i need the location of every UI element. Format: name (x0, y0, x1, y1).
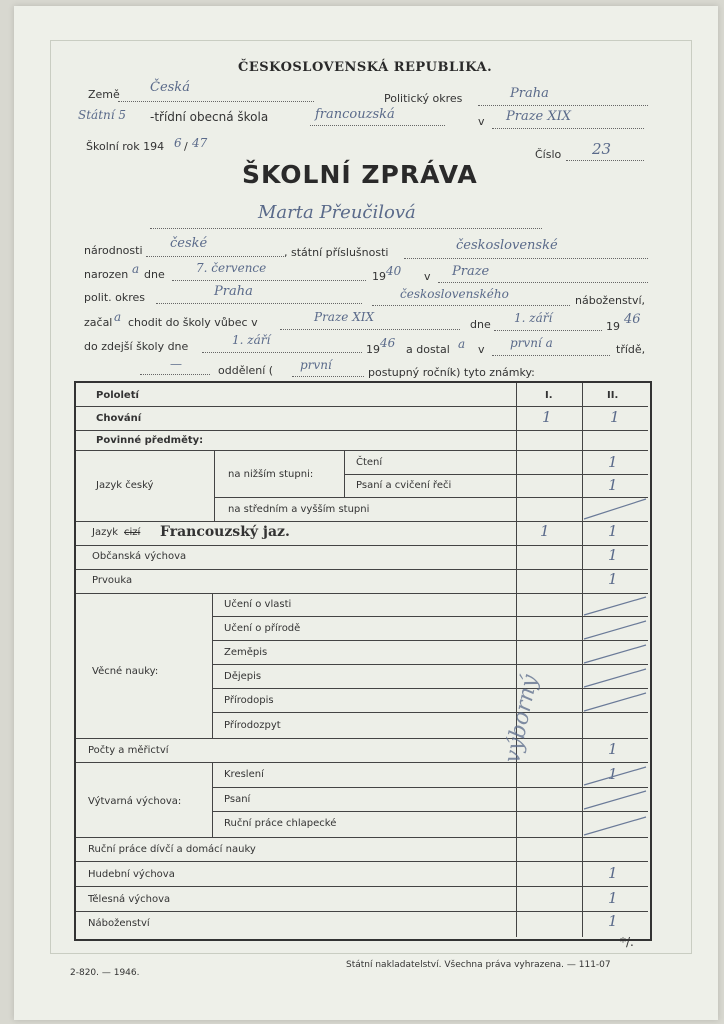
grade-hudebni-2: 1 (608, 864, 618, 882)
okres-line (478, 105, 648, 106)
row-chovani: Chování (96, 413, 142, 424)
row-line (76, 450, 648, 451)
narodnost-value: české (170, 236, 208, 251)
grade-nabozenstvi-2: 1 (608, 912, 618, 930)
birth-year: 40 (386, 264, 402, 278)
strike-line (584, 791, 646, 809)
row-rucni-divci: Ruční práce dívčí a domácí nauky (88, 844, 256, 855)
strike-line (584, 693, 646, 711)
row-uceni-vlasti: Učení o vlasti (224, 599, 292, 610)
zdejsi-date: 1. září (232, 333, 271, 347)
zacal-suffix: a (114, 310, 122, 324)
nabozenstvi-value: československého (400, 287, 509, 301)
row-zemepis: Zeměpis (224, 647, 268, 658)
student-name: Marta Přeučilová (258, 202, 416, 223)
strike-line (584, 621, 646, 639)
row-obcanska: Občanská výchova (92, 551, 187, 562)
statni-value: československé (456, 238, 558, 253)
dostal-v: v (478, 343, 485, 356)
grade-chovani-1: 1 (542, 408, 552, 426)
row-dejepis: Dějepis (224, 671, 262, 682)
school-prefix: Státní 5 (78, 108, 127, 122)
chodit-place-line (280, 329, 460, 330)
cislo-label: Číslo (535, 148, 562, 161)
dostal-suffix: a (458, 337, 466, 351)
row-hudebni: Hudební výchova (88, 869, 175, 880)
row-nizsi: na nižším stupni: (228, 469, 314, 480)
nabozenstvi-label: náboženství, (575, 294, 646, 307)
row-nabozenstvi: Náboženství (88, 918, 150, 929)
grade-pocty-2: 1 (608, 740, 618, 758)
cislo-value: 23 (592, 140, 612, 158)
row-line (76, 911, 648, 912)
chodit-place: Praze XIX (314, 310, 375, 324)
row-line (76, 861, 648, 862)
row-prirodopis: Přírodopis (224, 695, 274, 706)
strike-line (584, 645, 646, 663)
row-line (76, 762, 648, 763)
year-value1: 6 (174, 136, 182, 150)
grade-chovani-2: 1 (610, 408, 620, 426)
column2-strikes (582, 497, 648, 837)
chodit-date-line (494, 330, 602, 331)
zdejsi-date-line (202, 352, 362, 353)
row-line (76, 738, 648, 739)
row-line (76, 406, 648, 407)
school-type-value: francouzská (315, 107, 395, 122)
row-prirodozpyt: Přírodozpyt (224, 720, 281, 731)
row-psani-cviceni: Psaní a cvičení řeči (356, 480, 452, 491)
trida-line (492, 355, 610, 356)
grade-prvouka-2: 1 (608, 570, 618, 588)
zeme-line (118, 101, 314, 102)
chodit-dne-label: dne (470, 318, 491, 331)
row-line (76, 837, 648, 838)
zacal-label: začal (84, 316, 113, 329)
subcol-divider (212, 762, 213, 837)
chodit-year: 46 (624, 312, 641, 327)
grade-jazyk-2: 1 (608, 522, 618, 540)
oddeleni-label: oddělení ( (218, 364, 274, 377)
row-povinne: Povinné předměty: (96, 435, 204, 446)
stamp-francouzsky: Francouzský jaz. (160, 524, 290, 540)
birth-place: Praze (452, 264, 490, 279)
row-line (76, 521, 648, 522)
birth-place-line (438, 282, 648, 283)
oddeleni-line (140, 374, 210, 375)
year-sep: / (184, 140, 188, 153)
document-title: ŠKOLNÍ ZPRÁVA (242, 160, 478, 189)
dostal-label: a dostal (406, 343, 450, 356)
school-place-line (492, 128, 644, 129)
row-jazyk-struck: cizí (124, 527, 141, 538)
narodnost-label: národnosti (84, 244, 143, 257)
chodit-year-prefix: 19 (606, 320, 620, 333)
grade-telesna-2: 1 (608, 889, 618, 907)
zdejsi-year-prefix: 19 (366, 343, 380, 356)
row-line (76, 886, 648, 887)
grade-jazyk-1: 1 (540, 522, 550, 540)
school-v-label: v (478, 115, 485, 128)
rocnik-line (292, 376, 364, 377)
okres-value: Praha (510, 86, 549, 101)
polit-label: polit. okres (84, 291, 146, 304)
vertical-note: výborný (500, 672, 544, 766)
strike-line (584, 597, 646, 615)
col-divider-1 (516, 383, 517, 937)
row-line (76, 569, 648, 570)
rocnik-value: první (300, 358, 332, 372)
name-line (150, 228, 542, 229)
school-place-value: Praze XIX (506, 109, 572, 124)
header-pololeti: Pololetí (96, 390, 139, 401)
birth-year-prefix: 19 (372, 270, 386, 283)
row-rucni-chlap: Ruční práce chlapecké (224, 818, 337, 829)
statni-label: , státní příslušnosti (284, 246, 389, 259)
birth-date: 7. července (196, 261, 267, 275)
strike-line (584, 817, 646, 835)
polit-line (156, 303, 362, 304)
statni-line (404, 258, 648, 259)
narodnost-line (146, 256, 284, 257)
chodit-label: chodit do školy vůbec v (128, 316, 258, 329)
grade-obcanska-2: 1 (608, 546, 618, 564)
nabozenstvi-line (372, 305, 570, 306)
row-cteni: Čtení (356, 457, 383, 468)
row-line (344, 474, 648, 475)
row-strednim: na středním a vyšším stupni (228, 504, 370, 515)
narozen-label: narozen (84, 268, 129, 281)
footer-right: Státní nakladatelství. Všechna práva vyhrazena. — 111-07 (346, 960, 611, 970)
row-jazyk-prefix: Jazyk (92, 527, 119, 538)
chodit-date: 1. září (514, 311, 553, 325)
header-col1: I. (545, 390, 553, 401)
trida-value: první a (510, 336, 553, 350)
row-telesna: Tělesná výchova (88, 894, 171, 905)
zeme-label: Země (88, 88, 120, 101)
school-label: -třídní obecná škola (150, 110, 269, 124)
school-type-line (310, 125, 445, 126)
year-label: Školní rok 194 (86, 140, 165, 153)
republic-heading: ČESKOSLOVENSKÁ REPUBLIKA. (238, 60, 493, 75)
row-uceni-prirode: Učení o přírodě (224, 623, 301, 634)
row-pocty: Počty a měřictví (88, 745, 169, 756)
row-vytvarna: Výtvarná výchova: (88, 796, 182, 807)
oddeleni-dash: — (170, 357, 182, 371)
row-psani: Psaní (224, 794, 251, 805)
birth-date-line (172, 280, 366, 281)
page-mark: */. (620, 935, 634, 949)
year-value2: 47 (192, 136, 208, 150)
subcol-divider (214, 450, 215, 521)
grade-cteni-2: 1 (608, 453, 618, 471)
okres-label: Politický okres (384, 92, 463, 105)
row-prvouka: Prvouka (92, 575, 133, 586)
narozen-dne-label: dne (144, 268, 165, 281)
rocnik-label: postupný ročník) tyto známky: (368, 366, 535, 379)
row-kresleni: Kreslení (224, 769, 264, 780)
zeme-value: Česká (150, 80, 190, 95)
polit-value: Praha (214, 284, 253, 299)
header-col2: II. (607, 390, 619, 401)
strike-line (584, 499, 646, 519)
trida-label: třídě, (616, 343, 646, 356)
footer-left: 2-820. — 1946. (70, 968, 140, 978)
strike-line (584, 669, 646, 687)
birth-v-label: v (424, 270, 431, 283)
subcol-divider (212, 593, 213, 738)
grade-kresleni-2: 1 (608, 765, 618, 783)
strike-line (584, 767, 646, 785)
row-line (76, 593, 648, 594)
cislo-line (566, 160, 644, 161)
narozen-suffix: a (132, 262, 140, 276)
grade-psani-2: 1 (608, 476, 618, 494)
zdejsi-year: 46 (380, 336, 396, 350)
row-jazyk-cesky: Jazyk český (96, 480, 154, 491)
row-line (76, 545, 648, 546)
subcol-divider (344, 450, 345, 497)
row-vecne: Věcné nauky: (92, 666, 159, 677)
row-line (76, 430, 648, 431)
zdejsi-label: do zdejší školy dne (84, 340, 189, 353)
